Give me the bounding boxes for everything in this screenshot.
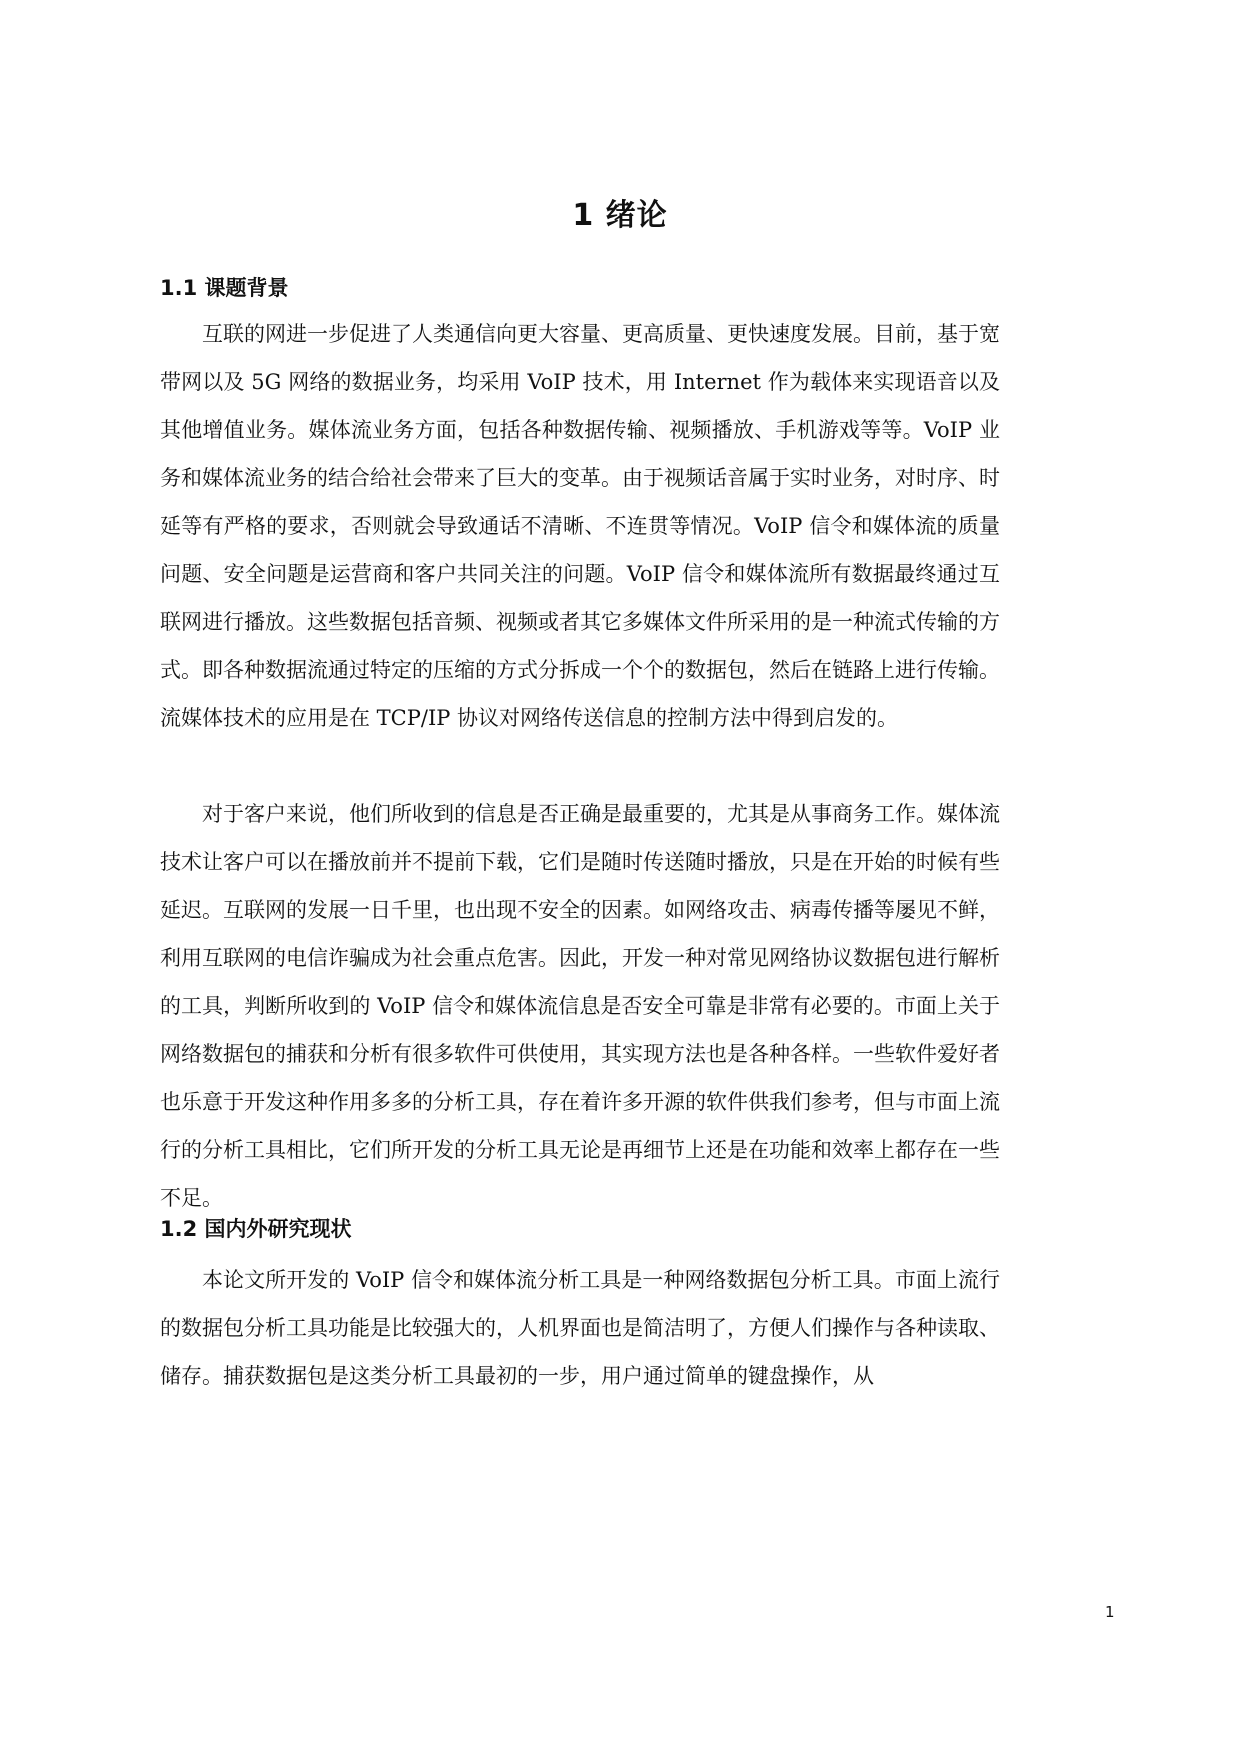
chapter-title: 1 绪论 <box>572 198 668 233</box>
paragraph-background-1: 互联的网进一步促进了人类通信向更大容量、更高质量、更快速度发展。目前，基于宽带网以及 5G 网络的数据业务，均采用 VoIP 技术，用 Internet 作为载体来实现语音以及其他增值业务。媒体流业务方面，包括各种数据传输、视频播放、手机游戏等等。VoIP 业务和媒体流业务的结合给社会带来了巨大的变革。由于视频话音属于实时业务，对时序、时延等有严格的要求，否则就会导致通话不清晰、不连贯等情况。VoIP 信令和媒体流的质量问题、安全问题是运营商和客户共同关注的问题。VoIP 信令和媒体流所有数据最终通过互联网进行播放。这些数据包括音频、视频或者其它多媒体文件所采用的是一种流式传输的方式。即各种数据流通过特定的压缩的方式分拆成一个个的数据包，然后在链路上进行传输。流媒体技术的应用是在 TCP/IP 协议对网络传送信息的控制方法中得到启发的。 <box>160 322 1000 730</box>
page-number: 1 <box>1105 1603 1115 1621</box>
section-heading-research-status: 1.2 国内外研究现状 <box>160 1217 352 1241</box>
section-heading-background: 1.1 课题背景 <box>160 276 289 300</box>
paragraph-background-2: 对于客户来说，他们所收到的信息是否正确是最重要的，尤其是从事商务工作。媒体流技术让客户可以在播放前并不提前下载，它们是随时传送随时播放，只是在开始的时候有些延迟。互联网的发展一日千里，也出现不安全的因素。如网络攻击、病毒传播等屡见不鲜，利用互联网的电信诈骗成为社会重点危害。因此，开发一种对常见网络协议数据包进行解析的工具，判断所收到的 VoIP 信令和媒体流信息是否安全可靠是非常有必要的。市面上关于网络数据包的捕获和分析有很多软件可供使用，其实现方法也是各种各样。一些软件爱好者也乐意于开发这种作用多多的分析工具，存在着许多开源的软件供我们参考，但与市面上流行的分析工具相比，它们所开发的分析工具无论是再细节上还是在功能和效率上都存在一些不足。 <box>160 802 1000 1210</box>
paragraph-research-status-1: 本论文所开发的 VoIP 信令和媒体流分析工具是一种网络数据包分析工具。市面上流行的数据包分析工具功能是比较强大的，人机界面也是简洁明了，方便人们操作与各种读取、储存。捕获数据包是这类分析工具最初的一步，用户通过简单的键盘操作，从 <box>160 1268 1000 1388</box>
